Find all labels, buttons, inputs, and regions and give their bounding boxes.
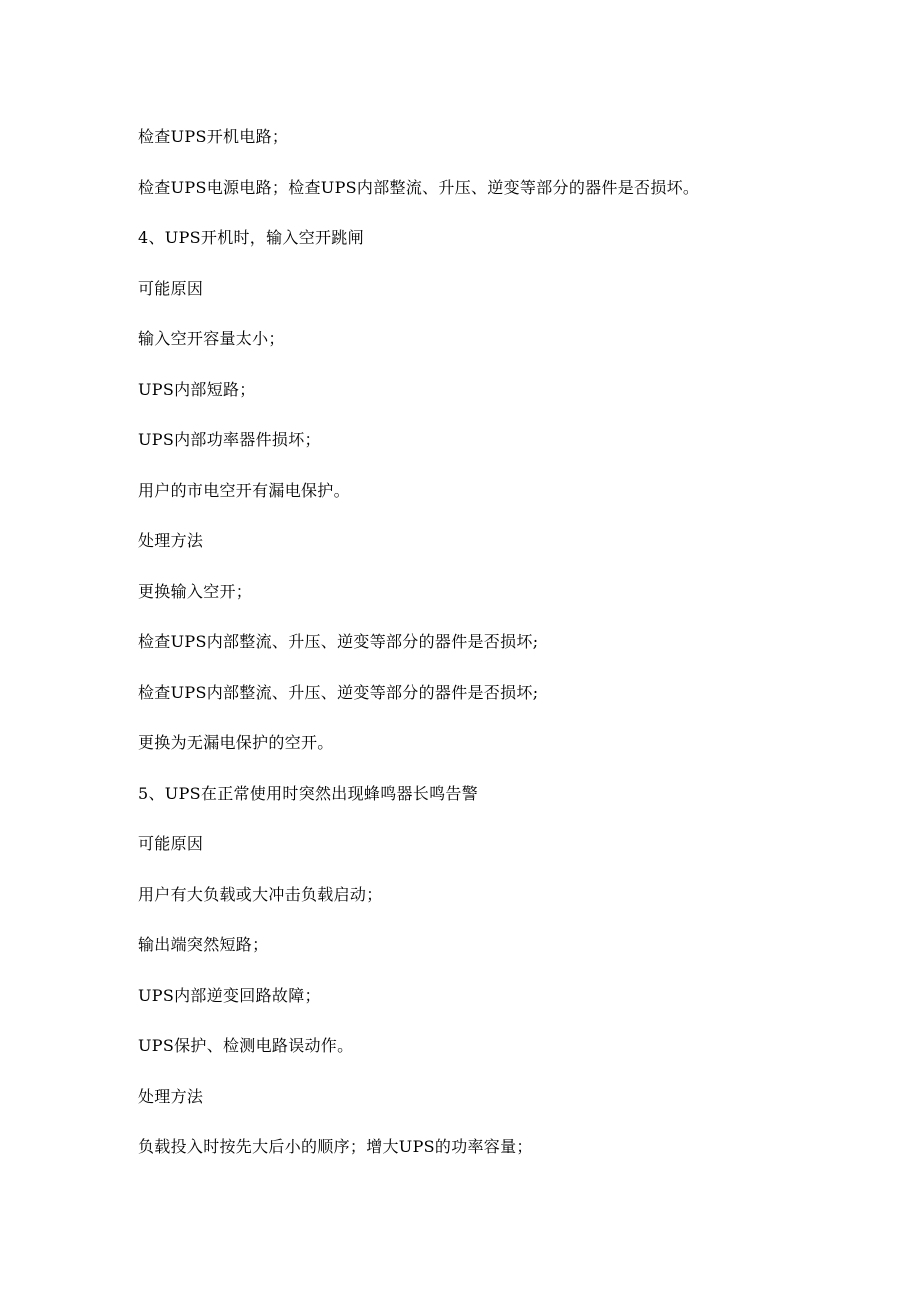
subheading-solutions: 处理方法 — [138, 531, 204, 550]
cause-item: UPS内部功率器件损坏； — [138, 430, 321, 449]
solution-item: 更换为无漏电保护的空开。 — [138, 733, 334, 752]
solution-item: 更换输入空开； — [138, 581, 253, 601]
cause-item: 用户有大负载或大冲击负载启动； — [138, 884, 383, 904]
cause-item: 用户的市电空开有漏电保护。 — [138, 480, 350, 500]
solution-item: 检查UPS内部整流、升压、逆变等部分的器件是否损坏; — [138, 632, 539, 651]
subheading-solutions: 处理方法 — [138, 1086, 204, 1106]
paragraph-check-startup-circuit: 检查UPS开机电路； — [138, 127, 289, 146]
cause-item: UPS保护、检测电路误动作。 — [138, 1036, 354, 1055]
cause-item: UPS内部逆变回路故障； — [138, 985, 321, 1005]
solution-item: 检查UPS内部整流、升压、逆变等部分的器件是否损坏; — [138, 682, 539, 702]
cause-item: 输出端突然短路； — [138, 935, 269, 954]
cause-item: 输入空开容量太小； — [138, 329, 285, 348]
subheading-possible-causes: 可能原因 — [138, 834, 204, 853]
paragraph-check-power-circuit: 检查UPS电源电路；检查UPS内部整流、升压、逆变等部分的器件是否损坏。 — [138, 177, 700, 197]
subheading-possible-causes: 可能原因 — [138, 278, 204, 298]
section-heading-5: 5、UPS在正常使用时突然出现蜂鸣器长鸣告警 — [138, 783, 478, 803]
cause-item: UPS内部短路； — [138, 379, 256, 399]
document-body — [138, 122, 838, 1183]
section-heading-4: 4、UPS开机时，输入空开跳闸 — [138, 228, 364, 247]
solution-item: 负载投入时按先大后小的顺序；增大UPS的功率容量； — [138, 1137, 533, 1156]
